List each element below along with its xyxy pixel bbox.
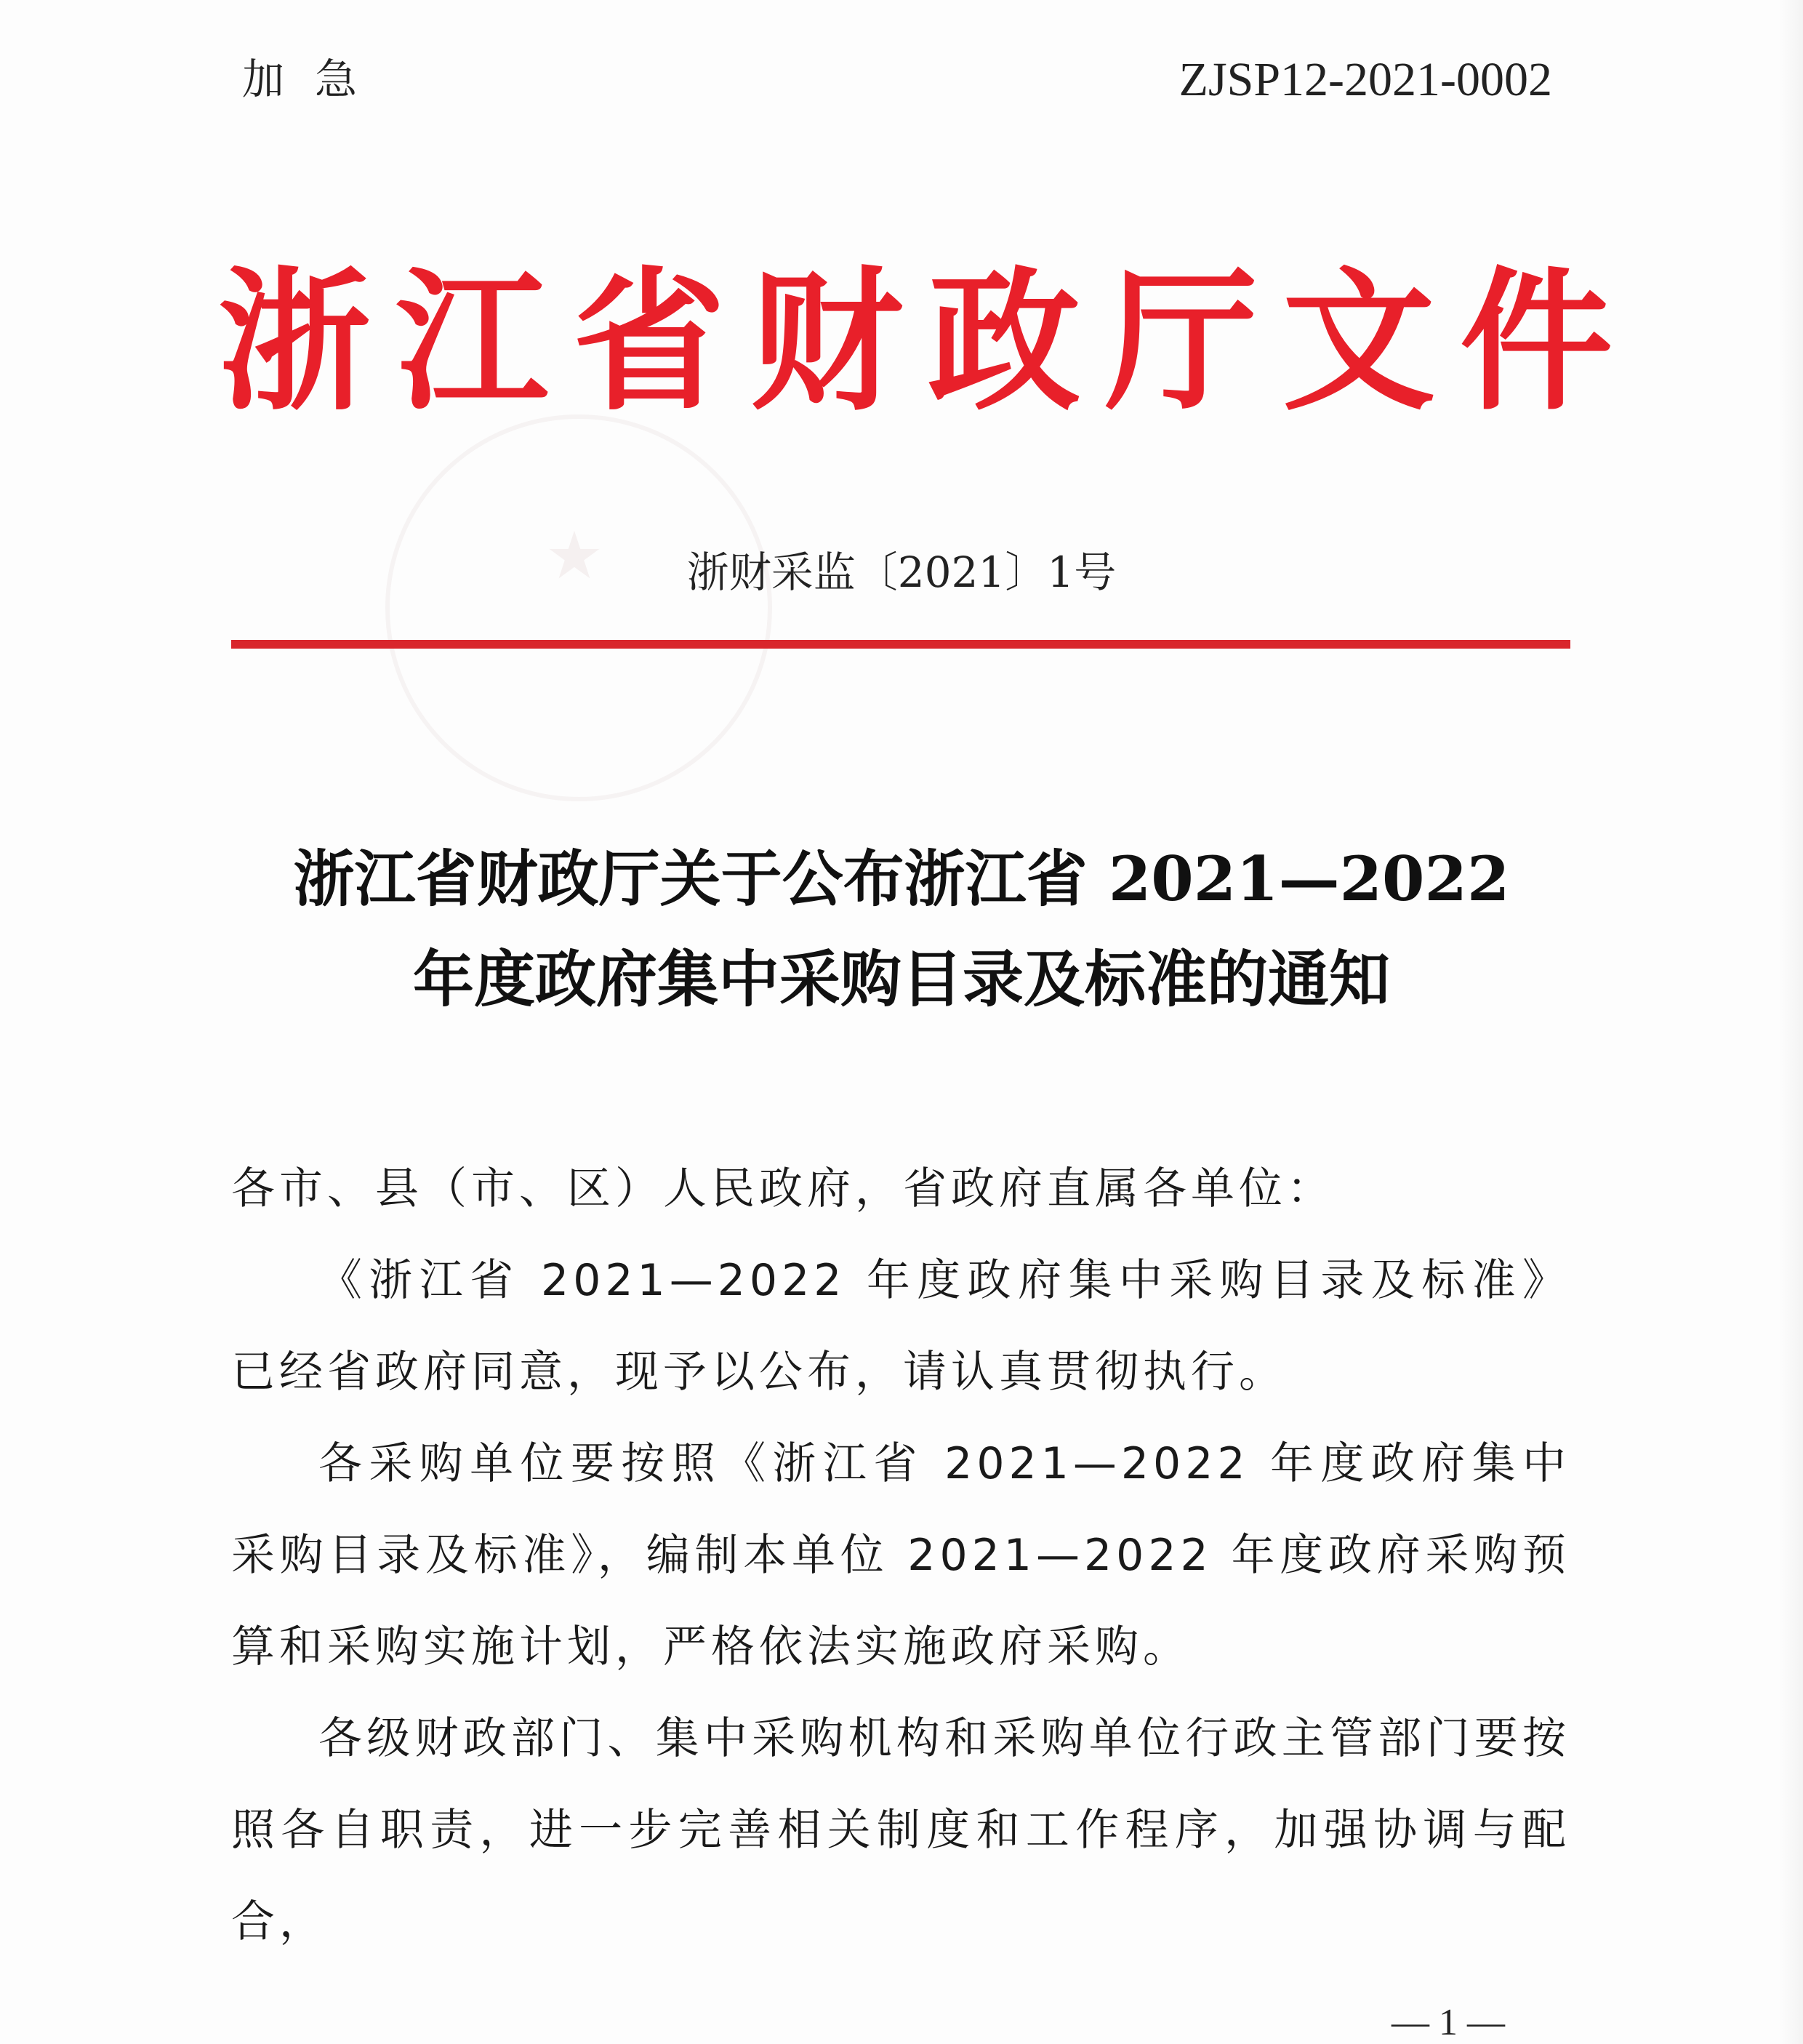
salutation: 各市、县（市、区）人民政府，省政府直属各单位： [231, 1163, 1335, 1214]
red-divider-rule [231, 640, 1570, 649]
body-paragraph: 《浙江省 2021—2022 年度政府集中采购目录及标准》已经省政府同意，现予以公布，请认真贯彻执行。 [231, 1255, 1570, 1398]
body-paragraph: 各采购单位要按照《浙江省 2021—2022 年度政府集中采购目录及标准》，编制本单位 2021—2022 年度政府采购预算和采购实施计划，严格依法实施政府采购。 [231, 1438, 1570, 1672]
notice-body [231, 1143, 1570, 1968]
document-code: ZJSP12-2021-0002 [1178, 53, 1552, 106]
body-paragraph: 各级财政部门、集中采购机构和采购单位行政主管部门要按照各自职责，进一步完善相关制度和工作程序，加强协调与配合， [231, 1713, 1570, 1947]
page-number: — 1 — [1392, 2002, 1505, 2043]
official-seal-bleedthrough [385, 414, 772, 801]
notice-title-line-1: 浙江省财政厅关于公布浙江省 2021—2022 [293, 843, 1510, 915]
scan-edge-shadow [1778, 0, 1803, 2044]
urgency-label: 加急 [242, 55, 388, 104]
masthead-title: 浙江省财政厅文件 [218, 252, 1638, 431]
document-number: 浙财采监〔2021〕1号 [686, 548, 1117, 597]
seal-star-icon: ★ [545, 518, 604, 594]
notice-title [0, 829, 1803, 1030]
notice-title-line-2: 年度政府集中采购目录及标准的通知 [412, 943, 1390, 1015]
